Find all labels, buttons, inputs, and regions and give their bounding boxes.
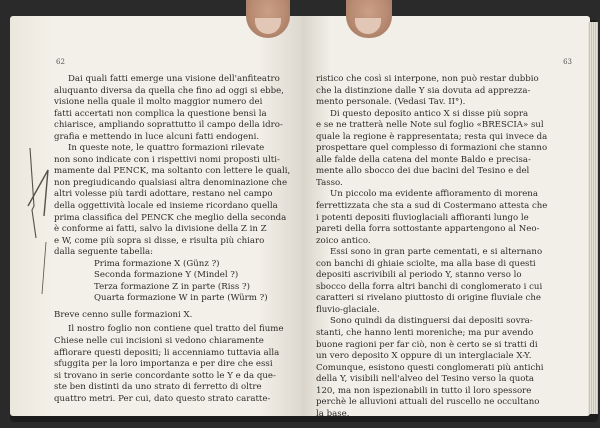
right-page-number: 63 bbox=[563, 58, 572, 66]
text-line: grafia e mettendo in luce alcuni fatti endogeni. bbox=[54, 131, 260, 142]
text-line: mamente dal PENCK, ma soltanto con lettere le quali, bbox=[54, 166, 291, 177]
text-line: e se ne tratterà nelle Note sul foglio «BRESCIA» sul bbox=[316, 120, 544, 131]
text-line: non pregiudicando qualsiasi altra denominazione che bbox=[54, 177, 288, 188]
text-line: caratteri si rivelano piuttosto di origine fluviale che bbox=[316, 293, 541, 304]
text-line: Il nostro foglio non contiene quel tratto del fiume bbox=[68, 324, 284, 335]
text-line: buone ragioni per far ciò, non è certo se si tratti di bbox=[316, 339, 538, 350]
text-line: della oggettività locale ed insieme ricordano quella bbox=[54, 201, 278, 212]
text-line: aluquanto diversa da quella che fino ad oggi si ebbe, bbox=[54, 85, 285, 96]
text-line: quale la regione è rappresentata; resta qui invece da bbox=[316, 131, 548, 142]
table-row: Terza formazione Z in parte (Riss ?) bbox=[94, 281, 250, 292]
text-line: Dai quali fatti emerge una visione dell'anfiteatro bbox=[68, 74, 280, 84]
text-line: Essi sono in gran parte cementati, e si alternano bbox=[330, 247, 543, 258]
left-page bbox=[10, 16, 302, 416]
text-line: Un piccolo ma evidente affioramento di morena bbox=[330, 189, 538, 200]
text-line: chiarisce, ampliando soprattutto il campo della idro- bbox=[54, 120, 283, 131]
text-line: è conforme ai fatti, salvo la divisione della Z in Z bbox=[54, 224, 267, 235]
text-line: sfuggita per la loro importanza e per dire che essi bbox=[54, 359, 273, 370]
text-line: Tasso. bbox=[316, 177, 343, 188]
text-line: quattro metri. Per cui, dato questo strato caratte- bbox=[54, 393, 271, 404]
table-row: Prima formazione X (Günz ?) bbox=[94, 258, 220, 269]
text-line: In queste note, le quattro formazioni rilevate bbox=[68, 143, 265, 154]
text-line: zoico antico. bbox=[316, 235, 371, 246]
text-line: fatti accertati non complica la questione bensì la bbox=[54, 108, 267, 119]
right-paragraphs bbox=[316, 74, 578, 416]
text-line: ferrettizzata che sta a sud di Costermano attesta che bbox=[316, 201, 548, 212]
right-page-text bbox=[316, 74, 578, 416]
text-line: Chiese nelle cui incisioni si vedono chiaramente bbox=[54, 336, 264, 347]
text-line: affiorare questi depositi; li accenniamo tuttavia alla bbox=[54, 347, 280, 358]
text-line: Sono quindi da distinguersi dai depositi sovra- bbox=[330, 316, 533, 327]
page-edges bbox=[588, 22, 598, 414]
table-row: Quarta formazione W in parte (Würm ?) bbox=[94, 293, 268, 304]
text-line: non sono indicate con i rispettivi nomi proposti ulti- bbox=[54, 154, 280, 165]
text-line: depositi ascrivibili al periodo Y, stanno verso lo bbox=[316, 270, 522, 281]
text-line: i potenti depositi fluvioglaciali affioranti lungo le bbox=[316, 212, 529, 223]
left-page-text bbox=[54, 74, 290, 405]
text-line: si trovano in serie concordante sotto le Y e da que- bbox=[54, 370, 276, 381]
text-line: sbocco della forra altri banchi di conglomerato i cui bbox=[316, 281, 543, 292]
text-line: con banchi di ghiaie sciolte, ma alla base di questi bbox=[316, 258, 536, 269]
left-paragraphs-2 bbox=[54, 324, 290, 405]
text-line: che la distinzione dalle Y sia dovuta ad apprezza- bbox=[316, 85, 531, 96]
text-line: mento personale. (Vedasi Tav. II°). bbox=[316, 97, 466, 108]
left-page-number: 62 bbox=[56, 58, 65, 66]
text-line: 120, ma non ispezionabili in tutto il loro spessore bbox=[316, 385, 532, 396]
text-line: perchè le alluvioni attuali del ruscello ne occultano bbox=[316, 397, 540, 408]
text-line: fluvio-glaciale. bbox=[316, 304, 380, 315]
text-line: altri volesse più tardi adottare, restano nel campo bbox=[54, 189, 273, 200]
section-heading: Breve cenno sulle formazioni X. bbox=[54, 309, 193, 320]
left-paragraphs bbox=[54, 74, 290, 259]
text-line: dalla seguente tabella: bbox=[54, 247, 154, 258]
text-line: mente allo sbocco dei due bacini del Tesino e del bbox=[316, 166, 530, 177]
text-line: Comunque, esistono questi conglomerati più antichi bbox=[316, 362, 544, 373]
text-line: prima classifica del PENCK che meglio della seconda bbox=[54, 212, 287, 223]
text-line: ste ben distinti da uno strato di ferretto di oltre bbox=[54, 382, 262, 393]
text-line: un vero deposito X oppure di un interglaciale X-Y. bbox=[316, 351, 532, 362]
text-line: e W, come più sopra si disse, e risulta più chiaro bbox=[54, 235, 265, 246]
text-line: ristico che così si interpone, non può restar dubbio bbox=[316, 74, 539, 84]
text-line: stanti, che hanno lenti moreniche; ma pur avendo bbox=[316, 328, 534, 339]
text-line: alle falde della catena del monte Baldo e precisa- bbox=[316, 154, 531, 165]
text-line: pareti della forra sottostante appartengono al Neo- bbox=[316, 224, 540, 235]
text-line: della Y, visibili nell'alveo del Tesino verso la quota bbox=[316, 374, 534, 385]
text-line: prospettare quel complesso di formazioni che stanno bbox=[316, 143, 548, 154]
table-row: Seconda formazione Y (Mindel ?) bbox=[94, 270, 239, 281]
text-line: visione nella quale il molto maggior numero dei bbox=[54, 97, 263, 108]
pencil-mark-icon bbox=[24, 146, 54, 296]
text-line: la base. bbox=[316, 408, 350, 416]
text-line: Di questo deposito antico X si disse più sopra bbox=[330, 108, 529, 119]
formation-table bbox=[54, 259, 290, 305]
right-page bbox=[302, 16, 590, 416]
